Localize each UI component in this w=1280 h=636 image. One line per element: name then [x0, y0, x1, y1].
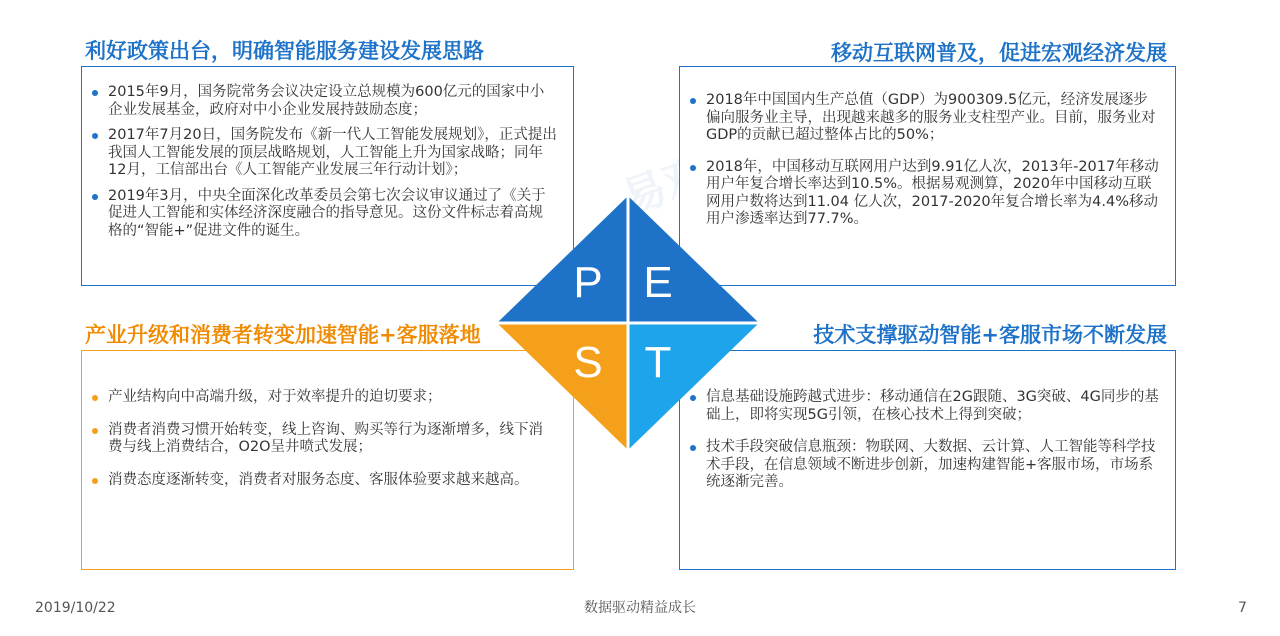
list-item: 2019年3月，中央全面深化改革委员会第七次会议审议通过了《关于促进人工智能和实体经济深度融合的指导意见。这份文件标志着高规格的“智能+”促进文件的诞生。 — [82, 188, 557, 241]
list-item: 2015年9月，国务院常务会议决定设立总规模为600亿元的国家中小企业发展基金，政府对中小企业发展持鼓励态度； — [82, 84, 557, 119]
p-quadrant-shape — [497, 196, 628, 323]
e-title: 移动互联网普及，促进宏观经济发展 — [831, 41, 1167, 65]
bullet-icon — [92, 395, 98, 401]
list-item: 产业结构向中高端升级，对于效率提升的迫切要求； — [82, 389, 557, 407]
t-title: 技术支撑驱动智能+客服市场不断发展 — [813, 323, 1167, 347]
s-title: 产业升级和消费者转变加速智能+客服落地 — [85, 323, 481, 347]
e-letter: E — [643, 258, 673, 307]
pest-diamond — [497, 196, 759, 450]
bullet-icon — [92, 194, 98, 200]
list-item: 2017年7月20日，国务院发布《新一代人工智能发展规划》，正式提出我国人工智能发展的顶层战略规划，人工智能上升为国家战略；同年12月，工信部出台《人工智能产业发展三年行动计划》； — [82, 127, 557, 180]
page-number: 7 — [1238, 600, 1247, 616]
bullet-icon — [92, 90, 98, 96]
list-item: 消费者消费习惯开始转变，线上咨询、购买等行为逐渐增多，线下消费与线上消费结合，O2O呈井喷式发展； — [82, 422, 557, 457]
bullet-icon — [92, 133, 98, 139]
footer-slogan: 数据驱动精益成长 — [584, 600, 696, 616]
bullet-icon — [690, 98, 696, 104]
s-quadrant-shape — [497, 323, 628, 450]
t-letter: T — [644, 338, 672, 387]
bullet-icon — [92, 478, 98, 484]
bullet-icon — [92, 428, 98, 434]
list-item: 2018年，中国移动互联网用户达到9.91亿人次，2013年-2017年移动用户年复合增长率达到10.5%。根据易观测算，2020年中国移动互联网用户数将达到11.04 亿人次，2017-2020年复合增长率为4.4%移动用户渗透率达到77.7%。 — [680, 159, 1159, 229]
list-item: 消费态度逐渐转变，消费者对服务态度、客服体验要求越来越高。 — [82, 472, 557, 490]
list-item: 技术手段突破信息瓶颈：物联网、大数据、云计算、人工智能等科学技术手段，在信息领域不断进步创新，加速构建智能+客服市场，市场系统逐渐完善。 — [680, 439, 1159, 492]
s-letter: S — [573, 338, 603, 387]
list-item: 信息基础设施跨越式进步：移动通信在2G跟随、3G突破、4G同步的基础上，即将实现5G引领，在核心技术上得到突破； — [680, 389, 1159, 424]
footer-date: 2019/10/22 — [35, 600, 116, 616]
list-item: 2018年中国国内生产总值（GDP）为900309.5亿元，经济发展逐步偏向服务业主导，出现越来越多的服务业支柱型产业。目前，服务业对GDP的贡献已超过整体占比的50%； — [680, 92, 1159, 145]
watermark: 易观 — [615, 147, 716, 226]
p-letter: P — [573, 258, 603, 307]
bullet-icon — [690, 165, 696, 171]
p-title: 利好政策出台，明确智能服务建设发展思路 — [85, 39, 484, 63]
